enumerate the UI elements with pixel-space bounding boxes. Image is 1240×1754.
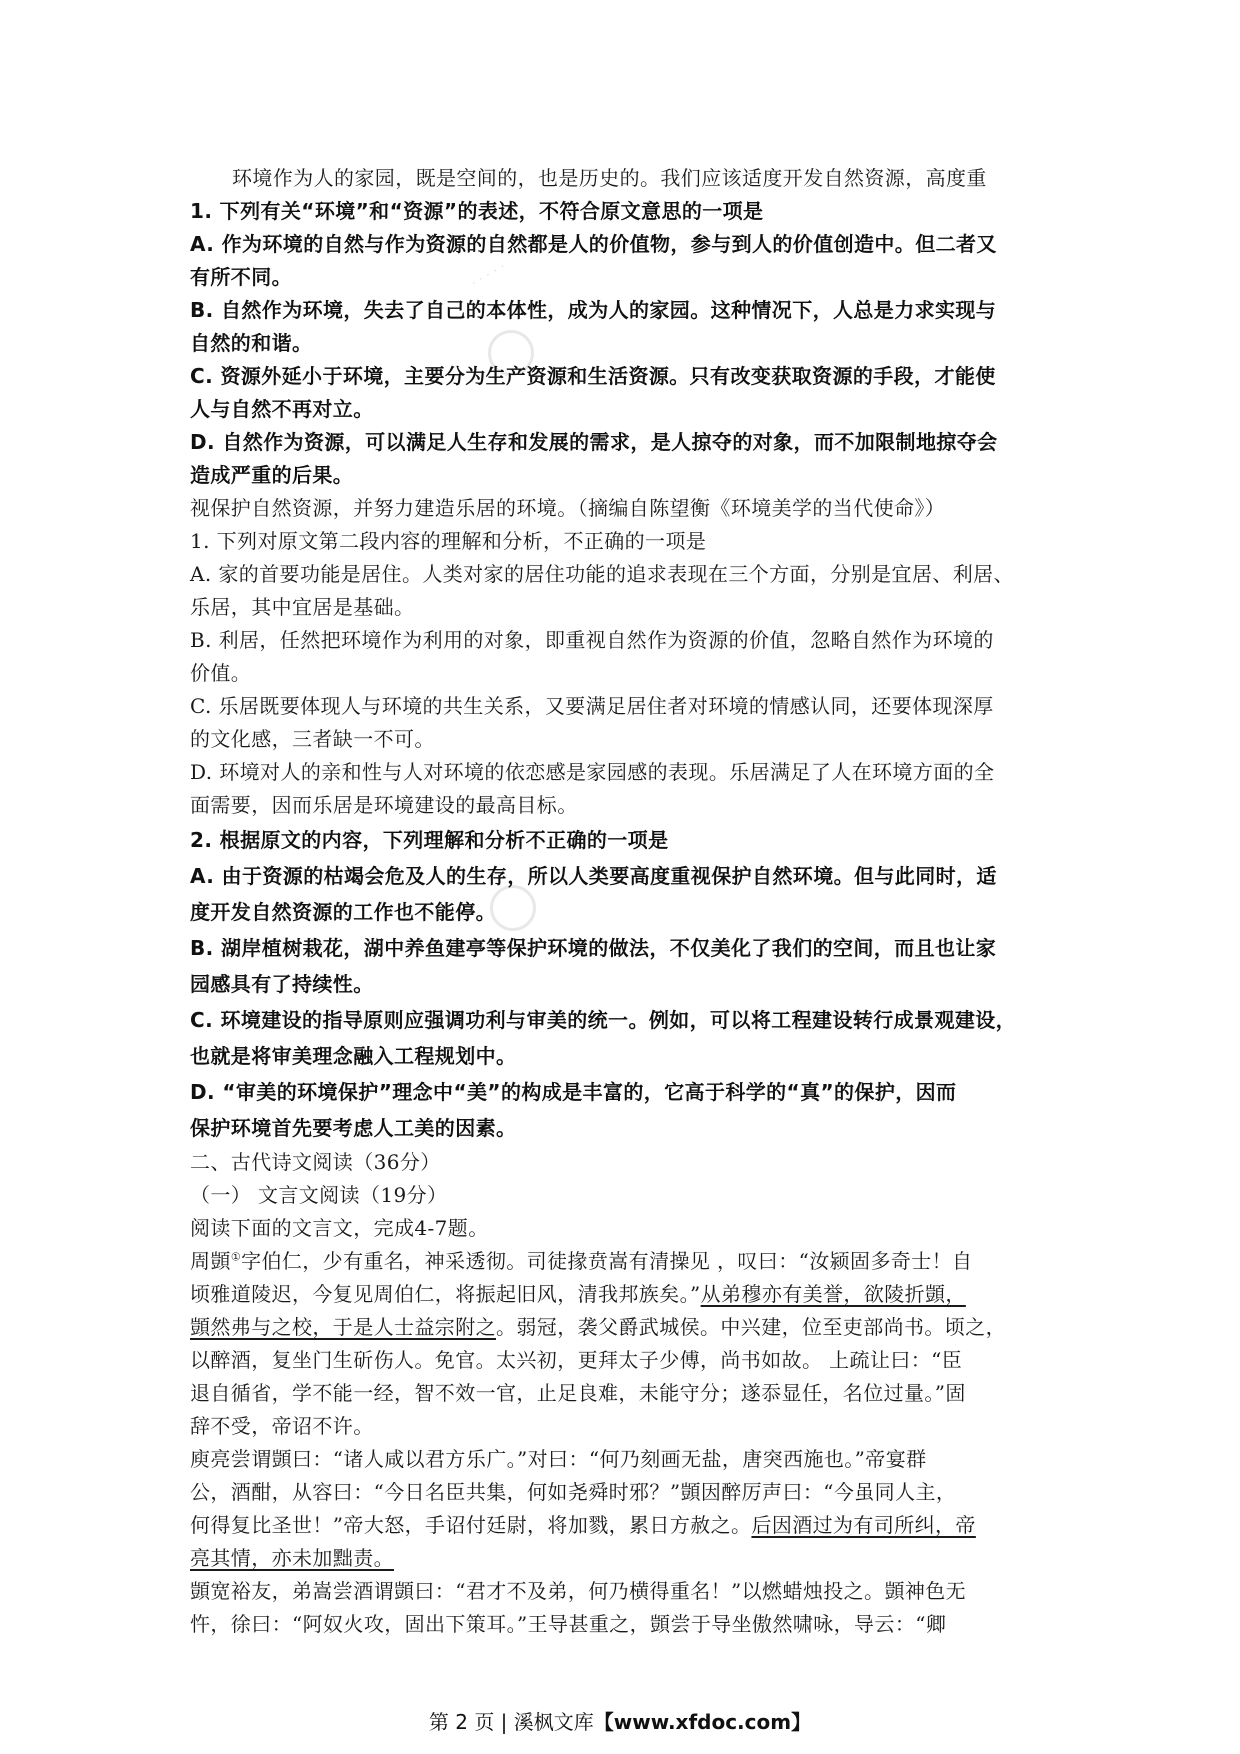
- passage-line: 忤，徐曰：“阿奴火攻，固出下策耳。”王导甚重之，顗尝于导坐傲然啸咏，导云：“卿: [190, 1612, 947, 1636]
- subsection-heading: （一） 文言文阅读（19分）: [190, 1183, 448, 1207]
- underlined-sentence: 顗然弗与之校，于是人士益宗附之: [190, 1315, 496, 1339]
- option-c: C. 环境建设的指导原则应强调功利与审美的统一。例如，可以将工程建设转行成景观建设，: [190, 1008, 1017, 1032]
- option-b-cont: 园感具有了持续性。: [190, 972, 374, 996]
- passage-line: 退自循省，学不能一经，智不效一官，止足良难，未能守分；遂忝显任，名位过量。”固: [190, 1381, 966, 1405]
- option-c-cont: 人与自然不再对立。: [190, 397, 374, 421]
- option-b: B. 利居，任然把环境作为利用的对象，即重视自然作为资源的价值，忽略自然作为环境的: [190, 628, 994, 652]
- option-c-cont: 也就是将审美理念融入工程规划中。: [190, 1044, 517, 1068]
- option-a-cont: 度开发自然资源的工作也不能停。: [190, 900, 496, 924]
- option-c-cont: 的文化感，三者缺一不可。: [190, 727, 435, 751]
- option-d-cont: 造成严重的后果。: [190, 463, 354, 487]
- passage-line: 公，酒酣，从容曰：“今日名臣共集，何如尧舜时邪？”顗因醉厉声曰：“今虽同人主，: [190, 1480, 957, 1504]
- option-b-cont: 价值。: [190, 661, 252, 685]
- option-a-cont: 有所不同。: [190, 265, 292, 289]
- underlined-sentence: 从弟穆亦有美誉，欲陵折顗，: [700, 1282, 966, 1306]
- question-1-second-paragraph: [190, 525, 1070, 822]
- option-b-cont: 自然的和谐。: [190, 331, 313, 355]
- classical-passage: [190, 1245, 1070, 1641]
- option-d-cont: 面需要，因而乐居是环境建设的最高目标。: [190, 793, 578, 817]
- page-footer: [0, 1706, 1240, 1735]
- passage-line: 以醉酒，复坐门生斫伤人。免官。太兴初，更拜太子少傅，尚书如故。 上疏让曰：“臣: [190, 1348, 963, 1372]
- passage-line: 辞不受，帝诏不许。: [190, 1414, 374, 1438]
- option-a-cont: 乐居，其中宜居是基础。: [190, 595, 415, 619]
- option-b: B. 湖岸植树栽花，湖中养鱼建亭等保护环境的做法，不仅美化了我们的空间，而且也让家: [190, 936, 997, 960]
- passage-line: 何得复比圣世！”帝大怒，手诏付廷尉，将加戮，累日方赦之。后因酒过为有司所纠，帝: [190, 1513, 976, 1537]
- option-c: C. 资源外延小于环境，主要分为生产资源和生活资源。只有改变获取资源的手段，才能使: [190, 364, 996, 388]
- option-d: D. “审美的环境保护”理念中“美”的构成是丰富的，它高于科学的“真”的保护，因而: [190, 1080, 957, 1104]
- document-body: [190, 162, 1070, 1641]
- passage-line: 顗宽裕友，弟嵩尝酒谓顗曰：“君才不及弟，何乃横得重名！”以燃蜡烛投之。顗神色无: [190, 1579, 967, 1603]
- footer-site-link[interactable]: 【www.xfdoc.com】: [593, 1710, 812, 1734]
- question-stem: 2. 根据原文的内容，下列理解和分析不正确的一项是: [190, 828, 669, 852]
- question-1-environment-resources: [190, 195, 1070, 492]
- option-a: A. 由于资源的枯竭会危及人的生存，所以人类要高度重视保护自然环境。但与此同时，适: [190, 864, 997, 888]
- instruction-text: 阅读下面的文言文，完成4-7题。: [190, 1216, 489, 1240]
- passage-continuation: 视保护自然资源，并努力建造乐居的环境。（摘编自陈望衡《环境美学的当代使命》）: [190, 496, 946, 520]
- passage-line: 周顗①字伯仁，少有重名，神采透彻。司徒掾贲嵩有清操见 ，叹曰：“汝颍固多奇士！自: [190, 1249, 973, 1273]
- footer-page-label: 第 2 页 | 溪枫文库: [428, 1710, 594, 1734]
- option-a: A. 家的首要功能是居住。人类对家的居住功能的追求表现在三个方面，分别是宜居、利居、: [190, 562, 1014, 586]
- passage-line: 庾亮尝谓顗曰：“诸人咸以君方乐广。”对曰：“何乃刻画无盐，唐突西施也。”帝宴群: [190, 1447, 927, 1471]
- question-2: [190, 822, 1070, 1146]
- footnote-marker: ①: [230, 1250, 242, 1264]
- question-stem: 1. 下列对原文第二段内容的理解和分析，不正确的一项是: [190, 529, 707, 553]
- option-b: B. 自然作为环境，失去了自己的本体性，成为人的家园。这种情况下，人总是力求实现与: [190, 298, 997, 322]
- underlined-sentence: 亮其情，亦未加黜责。: [190, 1546, 394, 1570]
- watermark-text: · · · · ·: [468, 259, 509, 292]
- passage-line: 顗然弗与之校，于是人士益宗附之。弱冠，袭父爵武城侯。中兴建，位至吏部尚书。顷之，: [190, 1315, 1006, 1339]
- option-d: D. 自然作为资源，可以满足人生存和发展的需求，是人掠夺的对象，而不加限制地掠夺会: [190, 430, 998, 454]
- option-c: C. 乐居既要体现人与环境的共生关系，又要满足居住者对环境的情感认同，还要体现深厚: [190, 694, 994, 718]
- intro-line: 环境作为人的家园，既是空间的，也是历史的。我们应该适度开发自然资源，高度重: [232, 166, 987, 190]
- passage-line: [190, 1542, 1070, 1575]
- option-d: D. 环境对人的亲和性与人对环境的依恋感是家园感的表现。乐居满足了人在环境方面的全: [190, 760, 995, 784]
- option-a: A. 作为环境的自然与作为资源的自然都是人的价值物，参与到人的价值创造中。但二者又: [190, 232, 997, 256]
- option-d-cont: 保护环境首先要考虑人工美的因素。: [190, 1116, 517, 1140]
- section-heading: 二、古代诗文阅读（36分）: [190, 1150, 441, 1174]
- question-stem: 1. 下列有关“环境”和“资源”的表述，不符合原文意思的一项是: [190, 199, 764, 223]
- passage-line: 顷雅道陵迟，今复见周伯仁，将振起旧风，清我邦族矣。”从弟穆亦有美誉，欲陵折顗，: [190, 1282, 966, 1306]
- underlined-sentence: 后因酒过为有司所纠，帝: [751, 1513, 976, 1537]
